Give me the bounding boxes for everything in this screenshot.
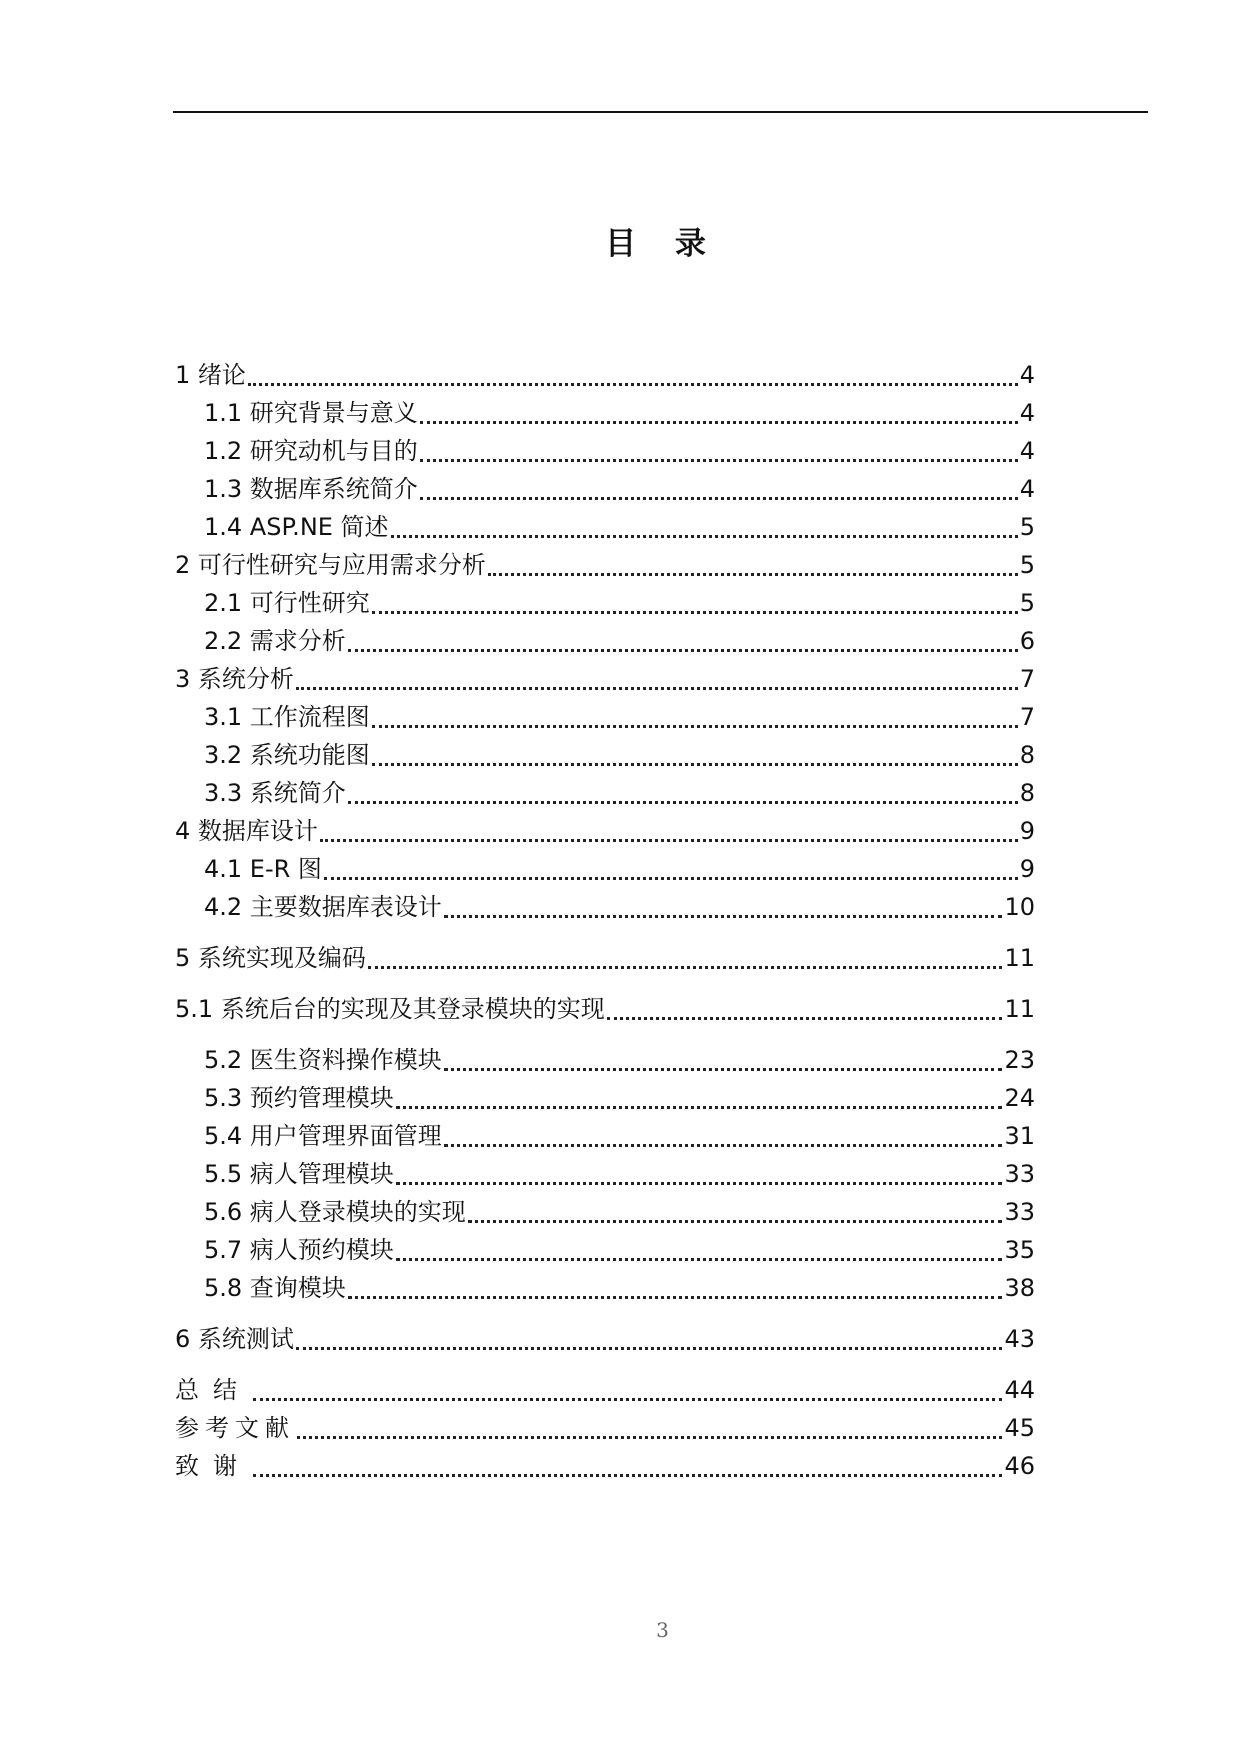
toc-entry-text: 1.2 研究动机与目的 [204,437,418,465]
toc-entry-page: 46 [1004,1452,1035,1480]
toc-entry[interactable] [175,1316,1035,1354]
toc-entry-text: 1 绪论 [175,361,246,389]
toc-entry-page: 35 [1004,1236,1035,1264]
dot-leader [396,1182,1003,1185]
toc-entry[interactable] [175,1367,1035,1405]
toc-entry-text: 5.6 病人登录模块的实现 [204,1198,466,1226]
toc-entry-text: 1.4 ASP.NE 简述 [204,513,389,541]
dot-leader [372,763,1018,766]
dot-leader [444,915,1003,918]
dot-leader [488,573,1018,576]
toc-entry-page: 33 [1004,1198,1035,1226]
toc-entry-text: 5.4 用户管理界面管理 [204,1122,442,1150]
dot-leader [253,1474,1002,1477]
toc-entry[interactable] [175,1113,1035,1151]
dot-leader [348,649,1018,652]
dot-leader [420,497,1018,500]
dot-leader [607,1017,1003,1020]
toc-entry-page: 24 [1004,1084,1035,1112]
toc-entry[interactable] [175,1151,1035,1189]
toc-entry-text: 4.1 E-R 图 [204,855,322,883]
dot-leader [396,1106,1003,1109]
toc-entry-text: 5.2 医生资料操作模块 [204,1046,442,1074]
dot-leader [444,1144,1003,1147]
toc-entry[interactable] [175,808,1035,846]
dot-leader [420,459,1018,462]
toc-entry[interactable] [175,656,1035,694]
toc-entry-text: 总结 [175,1376,251,1404]
header-rule [173,111,1148,113]
dot-leader [320,839,1018,842]
toc-entry-text: 4.2 主要数据库表设计 [204,893,442,921]
toc-entry[interactable] [175,542,1035,580]
toc-entry-text: 5.7 病人预约模块 [204,1236,394,1264]
page-number: 3 [656,1618,669,1642]
toc-entry-text: 6 系统测试 [175,1325,294,1353]
toc-entry-page: 8 [1019,779,1035,807]
toc-entry[interactable] [175,1265,1035,1303]
dot-leader [348,801,1018,804]
toc-entry[interactable] [175,1075,1035,1113]
toc-entry-page: 31 [1004,1122,1035,1150]
toc-entry-page: 8 [1019,741,1035,769]
page-title: 目 录 [605,226,720,262]
toc-entry-text: 2 可行性研究与应用需求分析 [175,551,486,579]
toc-entry-page: 5 [1019,513,1035,541]
toc-entry-text: 2.1 可行性研究 [204,589,370,617]
toc-entry-page: 44 [1004,1376,1035,1404]
toc-entry[interactable] [175,770,1035,808]
toc-entry-page: 5 [1019,551,1035,579]
toc-entry-page: 7 [1019,665,1035,693]
toc-entry-page: 45 [1004,1414,1035,1442]
dot-leader [372,725,1018,728]
dot-leader [368,966,1003,969]
dot-leader [348,1296,1003,1299]
toc-entry-text: 1.1 研究背景与意义 [204,399,418,427]
dot-leader [297,1436,1002,1439]
toc-entry[interactable] [175,618,1035,656]
dot-leader [248,383,1018,386]
toc-entry-text: 1.3 数据库系统简介 [204,475,418,503]
toc-entry-page: 4 [1019,437,1035,465]
dot-leader [253,1398,1002,1401]
toc-entry-page: 9 [1019,817,1035,845]
toc-entry-text: 5.3 预约管理模块 [204,1084,394,1112]
toc-entry-page: 23 [1004,1046,1035,1074]
dot-leader [296,1347,1003,1350]
dot-leader [324,877,1018,880]
toc-entry-text: 3.1 工作流程图 [204,703,370,731]
toc-entry[interactable] [175,986,1035,1024]
toc-entry-text: 5.5 病人管理模块 [204,1160,394,1188]
toc-entry[interactable] [175,428,1035,466]
toc-entry-page: 4 [1019,475,1035,503]
toc-entry-page: 6 [1019,627,1035,655]
dot-leader [420,421,1018,424]
toc-entry-page: 10 [1004,893,1035,921]
toc-entry[interactable] [175,1189,1035,1227]
toc-entry[interactable] [175,352,1035,390]
toc-entry[interactable] [175,935,1035,973]
dot-leader [391,535,1018,538]
toc-entry[interactable] [175,884,1035,922]
dot-leader [372,611,1018,614]
toc-entry-page: 33 [1004,1160,1035,1188]
toc-entry[interactable] [175,1405,1035,1443]
toc-entry-text: 2.2 需求分析 [204,627,346,655]
toc-entry-page: 7 [1019,703,1035,731]
toc-entry-text: 致谢 [175,1452,251,1480]
toc-entry-text: 5 系统实现及编码 [175,944,366,972]
toc-entry-page: 4 [1019,361,1035,389]
toc-entry-page: 4 [1019,399,1035,427]
toc-entry-text: 3.3 系统简介 [204,779,346,807]
toc-entry-page: 11 [1004,995,1035,1023]
toc-entry-page: 5 [1019,589,1035,617]
toc-entry[interactable] [175,466,1035,504]
toc-entry-page: 11 [1004,944,1035,972]
table-of-contents [175,352,1035,1481]
toc-entry-page: 38 [1004,1274,1035,1302]
toc-entry-text: 4 数据库设计 [175,817,318,845]
toc-entry-text: 3.2 系统功能图 [204,741,370,769]
toc-entry-page: 43 [1004,1325,1035,1353]
toc-entry[interactable] [175,694,1035,732]
toc-entry[interactable] [175,504,1035,542]
toc-entry-text: 参考文献 [175,1414,295,1442]
toc-entry[interactable] [175,390,1035,428]
toc-entry[interactable] [175,1443,1035,1481]
toc-entry-text: 3 系统分析 [175,665,294,693]
dot-leader [468,1220,1003,1223]
toc-entry-text: 5.8 查询模块 [204,1274,346,1302]
toc-entry[interactable] [175,1037,1035,1075]
dot-leader [296,687,1018,690]
toc-entry-text: 5.1 系统后台的实现及其登录模块的实现 [175,995,605,1023]
dot-leader [396,1258,1003,1261]
dot-leader [444,1068,1003,1071]
toc-entry[interactable] [175,1227,1035,1265]
toc-entry[interactable] [175,732,1035,770]
toc-entry-page: 9 [1019,855,1035,883]
toc-entry[interactable] [175,846,1035,884]
toc-entry[interactable] [175,580,1035,618]
